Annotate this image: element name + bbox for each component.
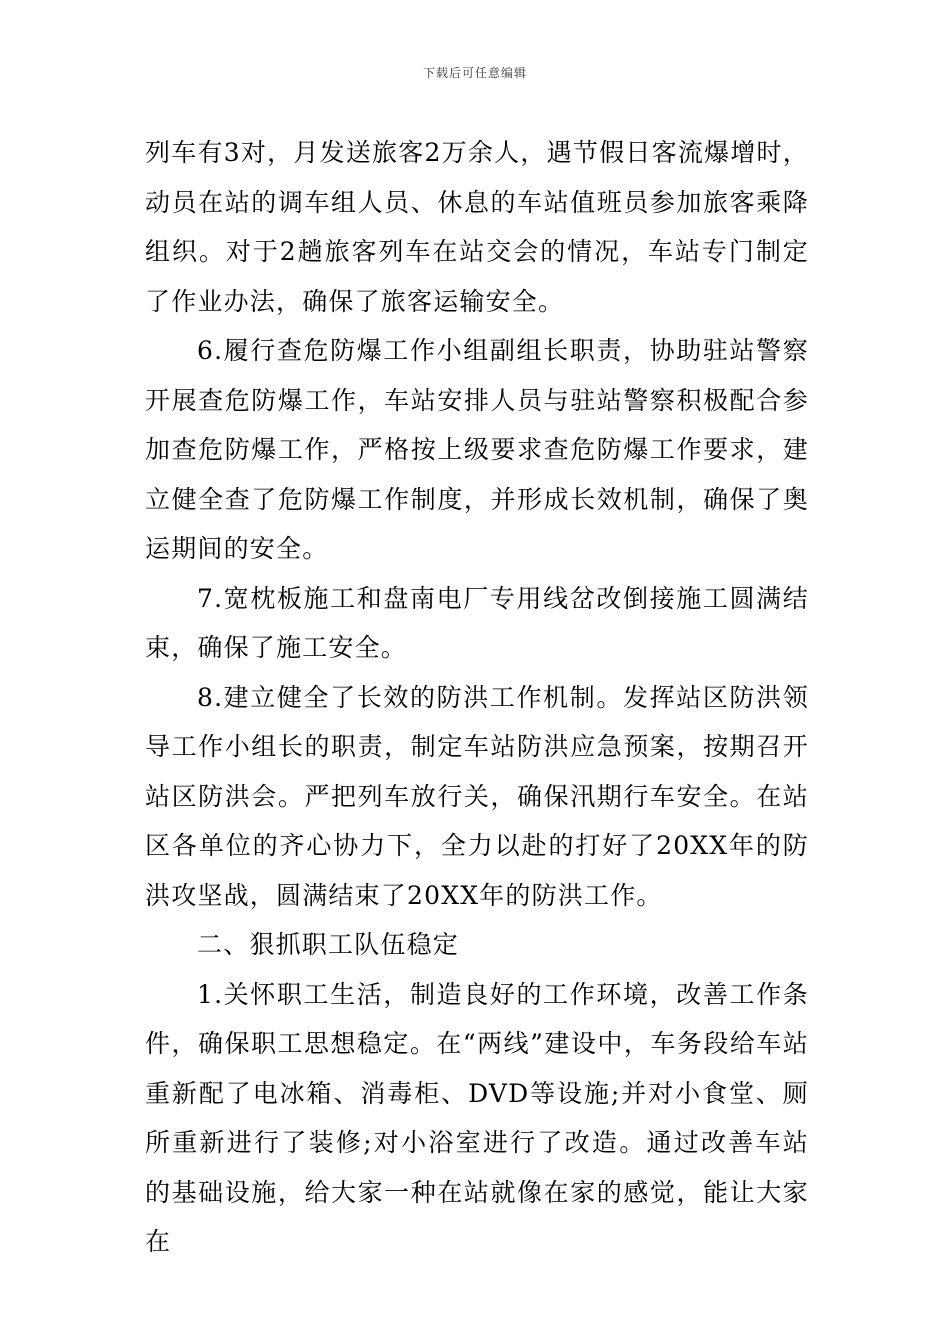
paragraph-section2-item-1: 1.关怀职工生活，制造良好的工作环境，改善工作条件，确保职工思想稳定。在“两线”建设中，车务段给车站重新配了电冰箱、消毒柜、DVD等设施;并对小食堂、厕所重新进行了装修;对小浴室进行了改造。通过改善车站的基础设施，给大家一种在站就像在家的感觉，能让大家在	[145, 979, 809, 1256]
paragraph-item-7: 7.宽枕板施工和盘南电厂专用线岔改倒接施工圆满结束，确保了施工安全。	[145, 583, 809, 662]
section-heading-2: 二、狠抓职工队伍稳定	[197, 930, 460, 959]
paragraph-item-8: 8.建立健全了长效的防洪工作机制。发挥站区防洪领导工作小组长的职责，制定车站防洪应急预案，按期召开站区防洪会。严把列车放行关，确保汛期行车安全。在站区各单位的齐心协力下，全力以赴的打好了20XX年的防洪攻坚战，圆满结束了20XX年的防洪工作。	[145, 682, 809, 910]
paragraph-item-6: 6.履行查危防爆工作小组副组长职责，协助驻站警察开展查危防爆工作，车站安排人员与驻站警察积极配合参加查危防爆工作，严格按上级要求查危防爆工作要求，建立健全查了危防爆工作制度，并形成长效机制，确保了奥运期间的安全。	[145, 336, 809, 563]
document-body	[145, 128, 809, 1267]
paragraph-continuation: 列车有3对，月发送旅客2万余人，遇节假日客流爆增时，动员在站的调车组人员、休息的车站值班员参加旅客乘降组织。对于2趟旅客列车在站交会的情况，车站专门制定了作业办法，确保了旅客运输安全。	[145, 138, 809, 316]
page-header-note: 下载后可任意编辑	[422, 66, 527, 80]
